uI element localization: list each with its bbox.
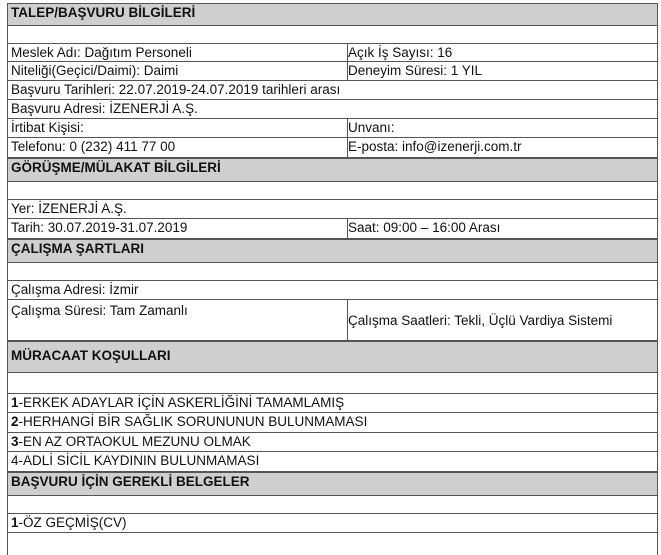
nitelik-cell: Niteliği(Geçici/Daimi): Daimi <box>8 62 348 80</box>
table-row <box>7 219 658 239</box>
saat-cell: Saat: 09:00 – 16:00 Arası <box>348 220 501 235</box>
section-header-gorusme <box>7 158 658 182</box>
item-text: -EN AZ ORTAOKUL MEZUNU OLMAK <box>18 434 251 449</box>
section-title: TALEP/BAŞVURU BİLGİLERİ <box>11 5 196 20</box>
acik-is-cell: Açık İş Sayısı: 16 <box>348 45 453 60</box>
telefon-cell: Telefonu: 0 (232) 411 77 00 <box>8 138 348 157</box>
section-header-belgeler <box>7 472 658 496</box>
deneyim-cell: Deneyim Süresi: 1 YIL <box>348 63 483 78</box>
eposta-cell: E-posta: info@izenerji.com.tr <box>348 139 522 154</box>
blank-row <box>7 263 658 281</box>
section-title: ÇALIŞMA ŞARTLARI <box>11 241 144 256</box>
meslek-cell: Meslek Adı: Dağıtım Personeli <box>8 44 348 61</box>
section-title: GÖRÜŞME/MÜLAKAT BİLGİLERİ <box>11 160 221 175</box>
list-item <box>7 513 658 533</box>
item-number: 3 <box>11 434 19 449</box>
calisma-saatler-text: Çalışma Saatleri: Tekli, Üçlü Vardiya Sistemi <box>348 313 613 328</box>
tarihler-row: Başvuru Tarihleri: 22.07.2019-24.07.2019 tarihleri arası <box>7 81 658 100</box>
item-text: -HERHANGİ BİR SAĞLIK SORUNUNUN BULUNMAMASI <box>18 414 368 429</box>
list-item <box>7 393 658 413</box>
calisma-saatler-cell <box>345 300 657 340</box>
section-header-calisma <box>7 239 658 263</box>
calisma-sure-text: Çalışma Süresi: Tam Zamanlı <box>11 303 188 318</box>
section-title: MÜRACAAT KOŞULLARI <box>11 348 171 363</box>
calisma-adres-row: Çalışma Adresi: İzmir <box>7 280 658 300</box>
blank-row <box>7 373 658 394</box>
item-number: 1 <box>11 515 19 530</box>
unvan-cell: Unvanı: <box>348 120 395 135</box>
irtibat-cell: İrtibat Kişisi: <box>8 119 348 137</box>
table-row <box>7 43 658 62</box>
table-row <box>7 300 658 341</box>
section-title: BAŞVURU İÇİN GEREKLİ BELGELER <box>11 474 250 489</box>
section-header-muracaat <box>7 341 658 373</box>
list-item <box>7 413 658 433</box>
tarih-cell: Tarih: 30.07.2019-31.07.2019 <box>8 219 348 238</box>
blank-row <box>7 26 658 44</box>
item-number: 1 <box>11 395 19 410</box>
item-text: -ÖZ GEÇMİŞ(CV) <box>18 515 127 530</box>
section-header-talep <box>7 3 658 26</box>
item-number: 2 <box>11 414 19 429</box>
list-item <box>7 433 658 452</box>
adres-row: Başvuru Adresi: İZENERJİ A.Ş. <box>7 100 658 119</box>
item-number: 4 <box>11 453 19 468</box>
table-row <box>7 62 658 81</box>
table-row <box>7 119 658 138</box>
item-text: -ADLİ SİCİL KAYDININ BULUNMAMASI <box>18 453 260 468</box>
list-item <box>7 452 658 472</box>
blank-row <box>7 496 658 514</box>
blank-row <box>7 533 658 555</box>
yer-row: Yer: İZENERJİ A.Ş. <box>7 199 658 219</box>
blank-row <box>7 182 658 200</box>
item-text: -ERKEK ADAYLAR İÇİN ASKERLİĞİNİ TAMAMLAMIŞ <box>18 395 345 410</box>
calisma-sure-cell <box>8 300 348 340</box>
table-row <box>7 138 658 158</box>
